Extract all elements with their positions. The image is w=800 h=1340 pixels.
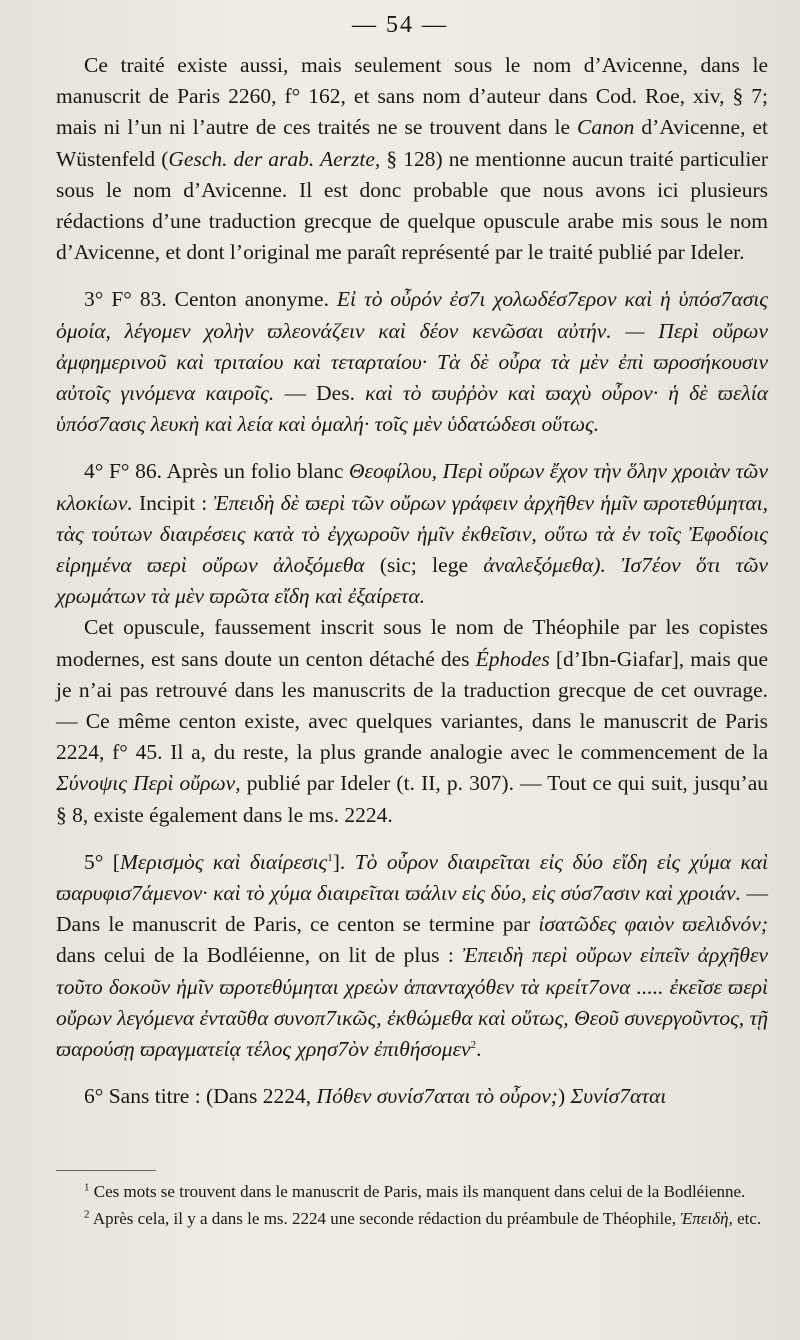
paragraph-item-4: 4° F° 86. Après un folio blanc Θεοφίλου, Περὶ οὔρων ἔχον τὴν ὅλην χροιὰν τῶν κλοκίων. Incipit : Ἐπειδὴ δὲ ϖερὶ τῶν οὔρων γράφειν ἀρχῆθεν ἡμῖν ϖροτεθύμηται, τὰς τούτων διαιρέσεις κατὰ τὸ ἐγχωροῦν ἡμῖν ἐκθεῖσιν, οὕτω τὰ ἐν τοῖς Ἐφοδίοις εἰρημένα ϖερὶ οὔρων ἀλοξόμεθα (sic; lege ἀναλεξόμεθα). Ἰσ7έον ὅτι τῶν χρωμάτων τὰ μὲν ϖρῶτα εἴδη καὶ ἐξαίρετα.	[56, 459, 769, 609]
footnote-2: $^2$ Après cela, il y a dans le ms. 2224 une seconde rédaction du préambule de Théophile, Ἐπειδὴ, etc.	[84, 1207, 762, 1228]
footnote-1: $^1$ Ces mots se trouvent dans le manuscrit de Paris, mais ils manquent dans celui de la Bodléienne.	[84, 1181, 746, 1201]
footnote-ref-2[interactable]: 2	[470, 1038, 477, 1051]
paragraph-item-3: 3° F° 83. Centon anonyme. Εἰ τὸ οὖρόν ἐσ7ι χολωδέσ7ερον καὶ ἡ ὑπόσ7ασις ὁμοία, λέγομεν χολὴν ϖλεονάζειν καὶ δέον κενῶσαι αὐτήν. — Περὶ οὔρων ἀμφημερινοῦ καὶ τριταίου καὶ τεταρταίου· Τὰ δὲ οὖρα τὰ μὲν ἐπὶ ϖροσήκουσιν αὐτοῖς γινόμενα καιροῖς. — Des. καὶ τὸ ϖυῤῥὸν καὶ ϖαχὺ οὖρον· ἡ δὲ ϖελία ὑπόσ7ασις λευκὴ καὶ λεία καὶ ὁμαλή· τοῖς μὲν ὑδατώδεσι οὕτως.	[56, 287, 769, 437]
paragraph-item-5: 5° [Μερισμὸς καὶ διαίρεσις$^1$]. Τὸ οὖρον διαιρεῖται εἰς δύο εἴδη εἰς χύμα καὶ ϖαρυφισ7άμενον· καὶ τὸ χύμα διαιρεῖται ϖάλιν εἰς δύο, εἰς σύσ7ασιν καὶ χροιάν. — Dans le manuscrit de Paris, ce centon se termine par ἰσατῶδες φαιὸν ϖελιδνόν; dans celui de la Bodléienne, on lit de plus : Ἐπειδὴ περὶ οὔρων εἰπεῖν ἀρχῆθεν τοῦτο δοκοῦν ἡμῖν ϖροτεθύμηται χρεὼν ἁπανταχόθεν τὰ κρείτ7ονα ..... ἐκεῖσε ϖερὶ οὔρων λεγόμενα ἐνταῦθα συνοπ7ικῶς, ἐκθώμεθα καὶ οὕτως, Θεοῦ συνεργοῦντος, τῇ ϖαρούσῃ ϖραγματείᾳ τέλος χρησ7ὸν ἐπιθήσομεν$^2$.	[56, 849, 769, 1062]
footnotes	[56, 1180, 768, 1233]
paragraph-opuscule: Cet opuscule, faussement inscrit sous le nom de Théophile par les copistes modernes, est sans doute un centon détaché des Éphodes [d’Ibn-Giafar], mais que je n’ai pas retrouvé dans les manuscrits de la traduction grecque de cet ouvrage. — Ce même centon existe, avec quelques variantes, dans le manuscrit de Paris 2224, f° 45. Il a, du reste, la plus grande analogie avec le commencement de la Σύνοψις Περὶ οὔρων, publié par Ideler (t. II, p. 307). — Tout ce qui suit, jusqu’au § 8, existe également dans le ms. 2224.	[56, 615, 769, 827]
page-number: — 54 —	[352, 12, 448, 38]
footnote-divider	[56, 1170, 156, 1171]
main-text	[56, 50, 768, 1113]
footnote-ref-1[interactable]: 1	[327, 851, 333, 864]
paragraph-avicenne: Ce traité existe aussi, mais seulement sous le nom d’Avicenne, dans le manuscrit de Paris 2260, f° 162, et sans nom d’auteur dans Cod. Roe, xiv, § 7; mais ni l’un ni l’autre de ces traités ne se trouvent dans le Canon d’Avicenne, et Wüstenfeld (Gesch. der arab. Aerzte, § 128) ne mentionne aucun traité particulier sous le nom d’Avicenne. Il est donc probable que nous avons ici plusieurs rédactions d’une traduction grecque de quelque opuscule arabe mis sous le nom d’Avicenne, et dont l’original me paraît représenté par le traité publié par Ideler.	[56, 53, 769, 265]
paragraph-item-6: 6° Sans titre : (Dans 2224, Πόθεν συνίσ7αται τὸ οὖρον;) Συνίσ7αται	[84, 1084, 667, 1109]
